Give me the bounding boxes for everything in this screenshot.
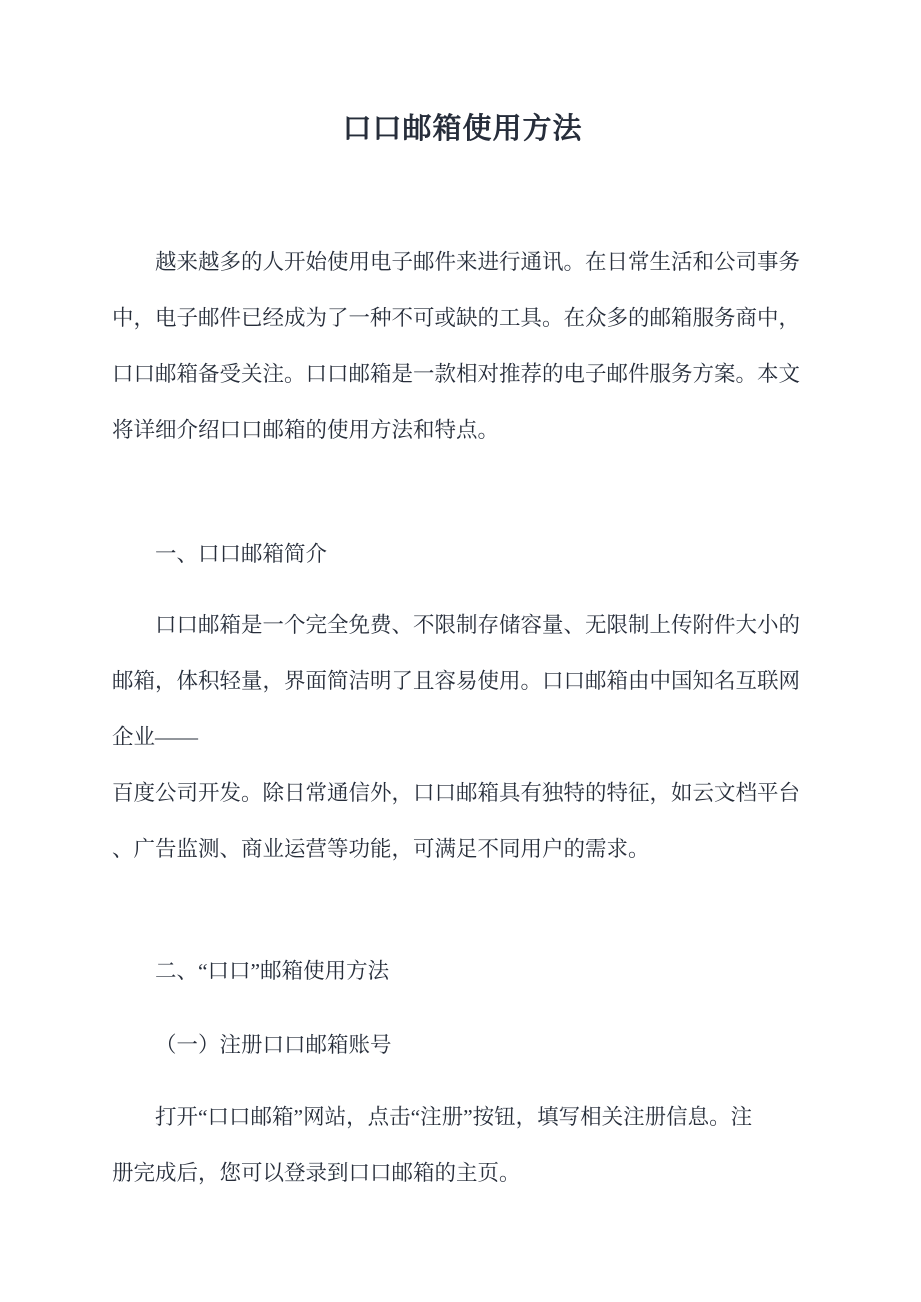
paragraph-line: 口口邮箱备受关注。口口邮箱是一款相对推荐的电子邮件服务方案。本文 xyxy=(112,362,801,386)
paragraph-line: 、广告监测、商业运营等功能，可满足不同用户的需求。 xyxy=(112,837,650,861)
paragraph-line: 百度公司开发。除日常通信外，口口邮箱具有独特的特征，如云文档平台 xyxy=(112,781,801,805)
section-1-paragraph xyxy=(112,597,813,877)
paragraph-line: 越来越多的人开始使用电子邮件来进行通讯。在日常生活和公司事务 xyxy=(155,250,801,274)
section-2-sub-1-heading: （一）注册口口邮箱账号 xyxy=(155,1033,392,1057)
paragraph-line: 邮箱，体积轻量，界面简洁明了且容易使用。口口邮箱由中国知名互联网 xyxy=(112,669,801,693)
paragraph-line: 中，电子邮件已经成为了一种不可或缺的工具。在众多的邮箱服务商中， xyxy=(112,306,801,330)
section-1-heading: 一、口口邮箱简介 xyxy=(155,542,328,566)
document-title: 口口邮箱使用方法 xyxy=(342,113,583,145)
intro-paragraph xyxy=(112,234,813,458)
paragraph-line: 企业—— xyxy=(112,725,199,749)
section-2-heading: 二、“口口”邮箱使用方法 xyxy=(155,959,390,983)
paragraph-line: 口口邮箱是一个完全免费、不限制存储容量、无限制上传附件大小的 xyxy=(155,613,801,637)
paragraph-line: 将详细介绍口口邮箱的使用方法和特点。 xyxy=(112,418,500,442)
paragraph-line: 册完成后，您可以登录到口口邮箱的主页。 xyxy=(112,1161,521,1185)
section-2-sub-1-paragraph xyxy=(112,1089,813,1201)
paragraph-line: 打开“口口邮箱”网站，点击“注册”按钮，填写相关注册信息。注 xyxy=(155,1105,753,1129)
